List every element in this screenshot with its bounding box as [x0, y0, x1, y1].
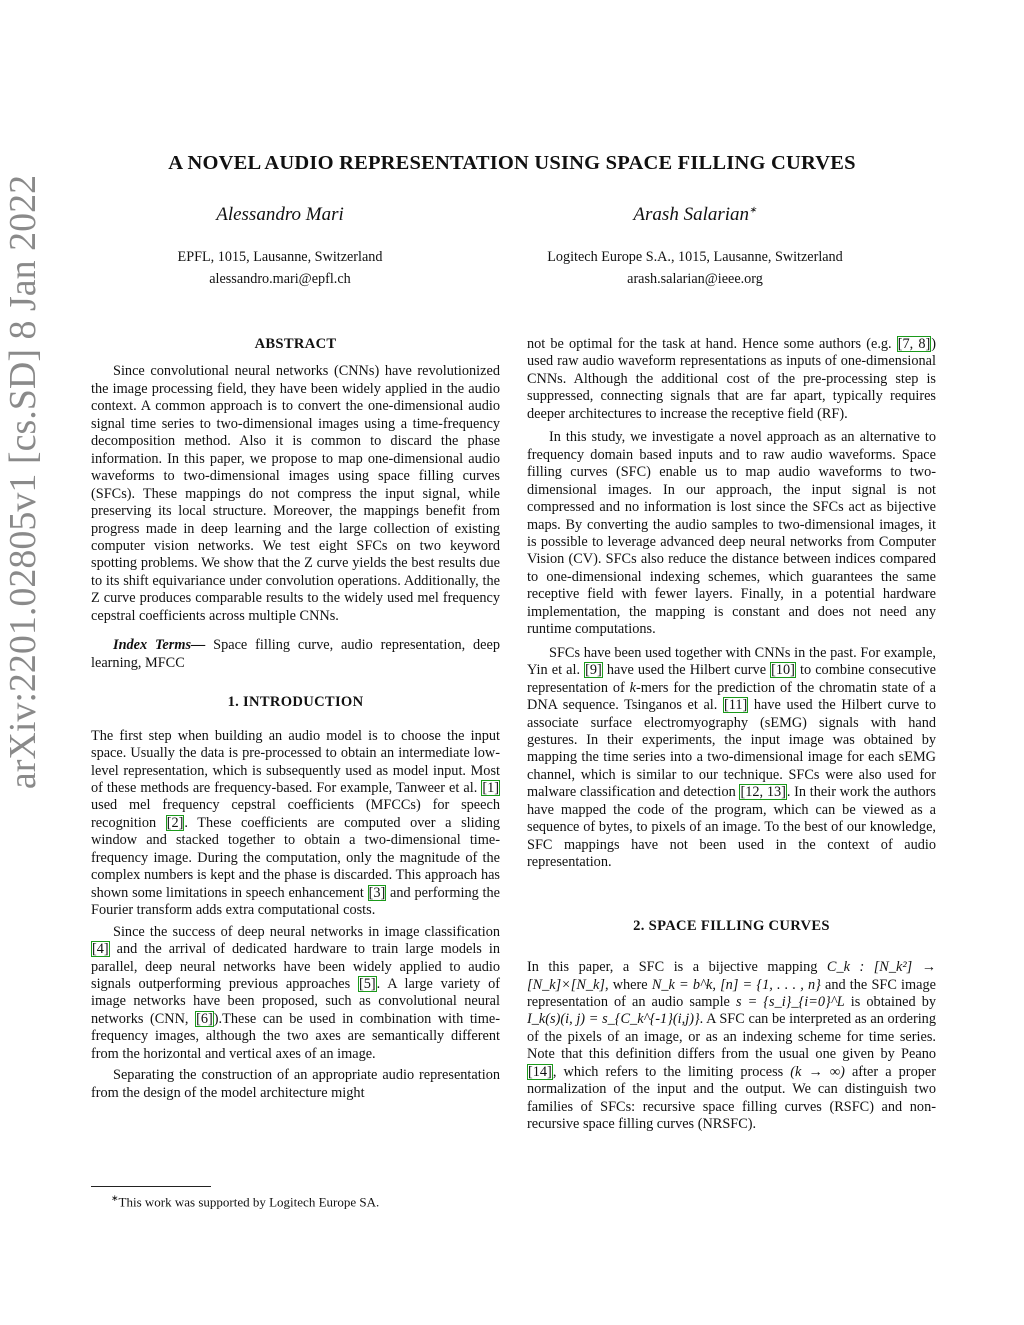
text-run: and performing the Fourier transform adds extra computational costs.: [91, 884, 500, 919]
text-run: ) used raw audio waveform representations as inputs of one-dimensional CNNs. Although the additional cost of the pre-processing step is suppressed, connecting signals that are far apart, typically requires deeper architectures to increase the receptive field (RF).: [527, 336, 936, 422]
author-name-2-text: Arash Salarian: [633, 204, 750, 225]
section-2-heading: 2. SPACE FILLING CURVES: [633, 917, 830, 934]
author-email-1: alessandro.mari@epfl.ch: [209, 271, 351, 287]
abstract-heading: ABSTRACT: [254, 336, 337, 352]
citation-link[interactable]: [9]: [585, 662, 602, 679]
author-name-2: [515, 204, 875, 226]
text-run: have used the Hilbert curve to associate surface electromyography (sEMG) signals with hand gestures. In their experiments, the input image was obtained by mapping the time series into a two-dimensional image for each sEMG channel, which is similar to our technique. SFCs were also used for malware classification and detection: [527, 697, 936, 801]
intro-paragraph-5: [527, 645, 936, 872]
math-expression: I_k(s)(i, j) = s_{C_k^{-1}(i,j)}: [527, 1011, 700, 1028]
right-column: [527, 336, 936, 1138]
math-expression: s = {s_i}_{i=0}^L: [735, 993, 845, 1010]
index-terms-text: Space filling curve, audio representation, deep learning, MFCC: [91, 637, 501, 671]
citation-link[interactable]: [6]: [196, 1010, 213, 1027]
author-name-1: Alessandro Mari: [216, 204, 344, 225]
intro-paragraph-2: [91, 924, 500, 1064]
text-run: and the arrival of dedicated hardware to train large models in parallel, deep neural networks have been widely applied to audio signals outperforming previous approaches: [91, 941, 500, 992]
author-block-2: [515, 204, 875, 290]
author-affiliation-1: EPFL, 1015, Lausanne, Switzerland: [177, 249, 383, 265]
arxiv-side-stamp: arXiv:2201.02805v1 [cs.SD] 8 Jan 2022: [2, 174, 44, 790]
intro-paragraph-3-continued: [527, 336, 936, 423]
left-column: [91, 336, 500, 1106]
citation-link[interactable]: [14]: [528, 1063, 552, 1080]
text-run: SFCs have been used together with CNNs in the past. For example, Yin et al.: [527, 644, 936, 679]
text-run: . A SFC can be interpreted as an ordering of the pixels of an image, or as an indexing scheme for time series. Note that this definition differs from the usual one given by Peano: [527, 1011, 936, 1063]
footnote-rule: [91, 1186, 211, 1187]
index-terms: [91, 637, 500, 672]
citation-link[interactable]: [12, 13]: [740, 784, 786, 801]
citation-link[interactable]: [4]: [92, 941, 109, 958]
text-run: Since the success of deep neural networks in image classification: [113, 923, 500, 940]
citation-link[interactable]: [10]: [771, 662, 795, 679]
author-footnote-mark: ∗: [749, 204, 757, 215]
citation-link[interactable]: [11]: [723, 697, 748, 714]
intro-paragraph-1: [91, 728, 500, 920]
author-affiliation-2: Logitech Europe S.A., 1015, Lausanne, Switzerland: [547, 249, 843, 265]
footnote-mark: ∗: [111, 1193, 119, 1203]
text-run: -mers for the prediction of the chromatin state of a DNA sequence. Tsinganos et al.: [527, 679, 936, 714]
text-run: . In their work the authors have mapped the code of the program, which can be viewed as a sequence of bytes, to pixels of an image. To the best of our knowledge, SFC mappings have not been used in the context of audio representation.: [527, 784, 936, 871]
text-run: have used the Hilbert curve: [602, 662, 771, 679]
text-run: . These coefficients are computed over a sliding window and stacked together to obtain a two-dimensional time-frequency image. During the computation, only the magnitude of the complex numbers is kept and the phase is discarded. This approach has shown some limitations in speech enhancement: [91, 814, 500, 901]
math-expression: C_k : [N_k²] → [N_k]×[N_k]: [527, 959, 936, 993]
intro-paragraph-3: Separating the construction of an appropriate audio representation from the design of the model architecture might: [91, 1067, 500, 1101]
author-email-2: arash.salarian@ieee.org: [627, 271, 763, 287]
math-expression: N_k = b^k, [n] = {1, . . . , n}: [651, 976, 821, 993]
abstract-text: Since convolutional neural networks (CNNs) have revolutionized the image processing field, they have been widely applied in the audio context. A common approach is to convert the one-dimensional audio signal time series to two-dimensional images using a time-frequency decomposition method. Also it is common to discard the phase information. In this paper, we propose to map one-dimensional audio waveforms to two-dimensional images using space filling curves (SFCs). These mappings do not compress the input signal, while preserving its local structure. Moreover, the mappings benefit from progress made in deep learning and the large collection of existing computer vision networks. We test eight SFCs on two keyword spotting problems. We show that the Z curve yields the best results due to its shift equivariance under convolution operations. Additionally, the Z curve produces comparable results to the widely used mel frequency cepstral coefficients across multiple CNNs.: [91, 363, 500, 624]
footnote-text: This work was supported by Logitech Europe SA.: [118, 1194, 380, 1210]
text-run: is obtained by: [844, 993, 936, 1010]
author-block-1: [130, 204, 430, 290]
sfc-paragraph-1: [527, 959, 936, 1134]
text-run: and the SFC image representation of an audio sample: [527, 976, 936, 1010]
math-k: k: [629, 679, 636, 696]
text-run: , where: [604, 976, 652, 993]
math-expression: (k → ∞): [790, 1063, 845, 1080]
section-1-heading: 1. INTRODUCTION: [227, 694, 364, 711]
text-run: not be optimal for the task at hand. Hence some authors (e.g.: [527, 336, 897, 352]
citation-link[interactable]: [7, 8]: [897, 336, 931, 352]
index-terms-label: Index Terms—: [113, 637, 206, 654]
citation-link[interactable]: [1]: [482, 779, 499, 796]
text-run: . A large variety of image networks have been proposed, such as convolutional neural networks (CNN,: [91, 975, 500, 1027]
footnote: [91, 1193, 500, 1210]
text-run: , which refers to the limiting process: [552, 1063, 791, 1080]
text-run: used mel frequency cepstral coefficients (MFCCs) for speech recognition: [91, 797, 500, 831]
citation-link[interactable]: [3]: [368, 884, 386, 901]
intro-paragraph-4: In this study, we investigate a novel approach as an alternative to frequency domain based inputs and to raw audio waveforms. Space filling curves (SFC) enable us to map audio waveforms to two-dimensional images. In our approach, the input signal is not compressed and no information is lost since the SFCs act as bijective maps. By converting the audio samples to two-dimensional images, it is possible to leverage advanced deep neural networks from Computer Vision (CV). SFCs also reduce the distance between indices compared to one-dimensional indexing schemes, which guarantees the same receptive field with fewer layers. Finally, in a potential hardware implementation, the mapping is constant and does not need any runtime computations.: [527, 429, 936, 638]
citation-link[interactable]: [2]: [166, 814, 184, 831]
text-run: to combine consecutive representation of: [527, 662, 936, 696]
text-run: The first step when building an audio model is to choose the input space. Usually the data is pre-processed to obtain an intermediate low-level representation, which is subsequently used as model input. Most of these methods are frequency-based. For example, Tanweer et al.: [91, 727, 500, 796]
text-run: ).These can be used in combination with time-frequency images, although the two axes are semantically different from the horizontal and vertical axes of an image.: [91, 1010, 500, 1062]
text-run: after a proper normalization of the input and the output. We can distinguish two families of SFCs: recursive space filling curves (RSFC) and non-recursive space filling curves (NRSFC).: [527, 1063, 936, 1133]
paper-title: A NOVEL AUDIO REPRESENTATION USING SPACE FILLING CURVES: [168, 152, 856, 174]
text-run: In this paper, a SFC is a bijective mapping: [527, 959, 827, 976]
citation-link[interactable]: [5]: [358, 975, 376, 992]
